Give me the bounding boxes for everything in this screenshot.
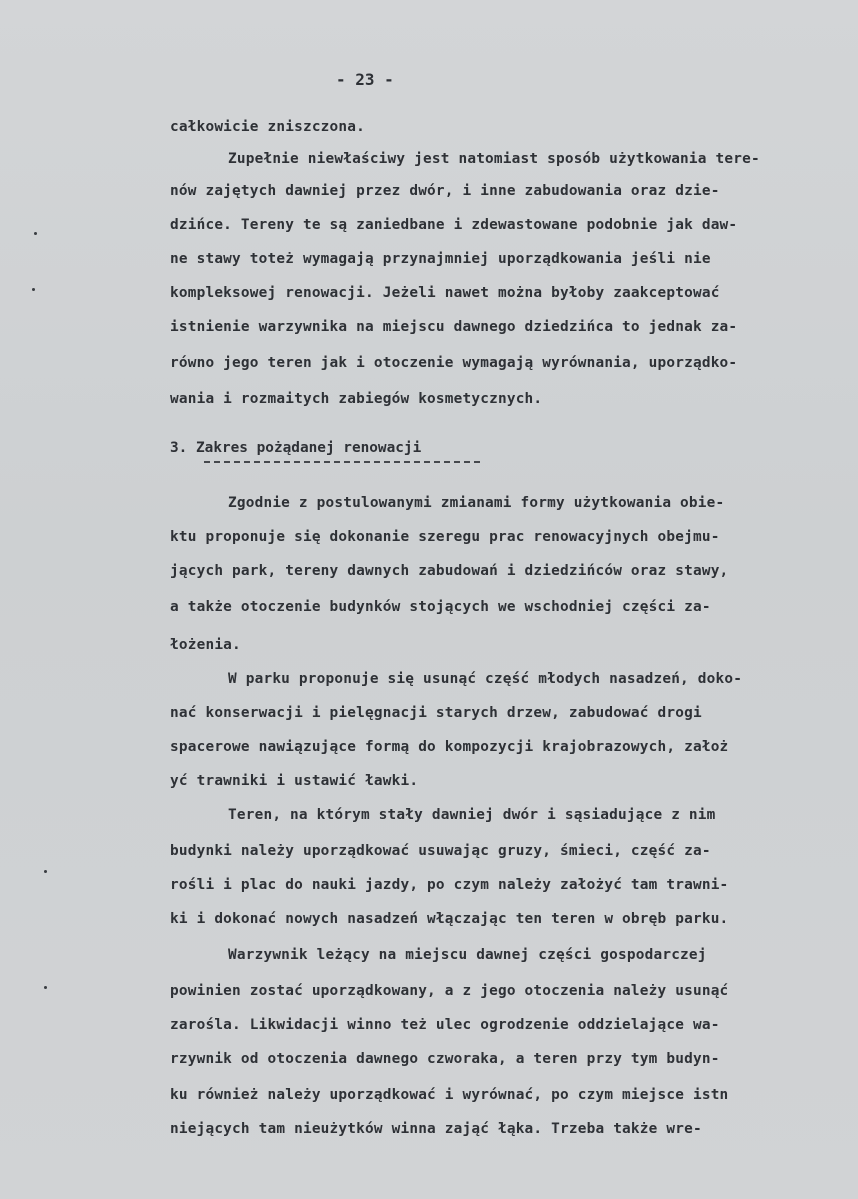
text-line: yć trawniki i ustawić ławki.: [170, 773, 419, 789]
text-line: powinien zostać uporządkowany, a z jego otoczenia należy usunąć: [170, 983, 729, 999]
scan-mark: [32, 288, 35, 291]
heading-underline: [204, 461, 480, 463]
scan-mark: [44, 870, 47, 873]
text-line: całkowicie zniszczona.: [170, 119, 366, 135]
text-line: ne stawy toteż wymagają przynajmniej uporządkowania jeśli nie: [170, 251, 711, 267]
text-line: kompleksowej renowacji. Jeżeli nawet można byłoby zaakceptować: [170, 285, 720, 301]
text-line: ki i dokonać nowych nasadzeń włączając ten teren w obręb parku.: [170, 911, 729, 927]
text-line: rośli i plac do nauki jazdy, po czym należy założyć tam trawni-: [170, 877, 729, 893]
text-line: Warzywnik leżący na miejscu dawnej części gospodarczej: [228, 947, 707, 963]
text-line: zarośla. Likwidacji winno też ulec ogrodzenie oddzielające wa-: [170, 1017, 720, 1033]
text-line: wania i rozmaitych zabiegów kosmetycznych.: [170, 391, 543, 407]
text-line: równo jego teren jak i otoczenie wymagają wyrównania, uporządko-: [170, 355, 738, 371]
scan-mark: [44, 986, 47, 989]
text-line: istnienie warzywnika na miejscu dawnego dziedzińca to jednak za-: [170, 319, 738, 335]
text-line: ku również należy uporządkować i wyrównać, po czym miejsce istn: [170, 1087, 729, 1103]
text-line: W parku proponuje się usunąć część młodych nasadzeń, doko-: [228, 671, 743, 687]
text-line: spacerowe nawiązujące formą do kompozycji krajobrazowych, założ: [170, 739, 729, 755]
text-line: Zgodnie z postulowanymi zmianami formy użytkowania obie-: [228, 495, 725, 511]
text-line: nać konserwacji i pielęgnacji starych drzew, zabudować drogi: [170, 705, 702, 721]
text-line: Zupełnie niewłaściwy jest natomiast sposób użytkowania tere-: [228, 151, 760, 167]
page-number: - 23 -: [336, 70, 394, 89]
text-line: jących park, tereny dawnych zabudowań i dziedzińców oraz stawy,: [170, 563, 729, 579]
text-line: niejących tam nieużytków winna zająć łąka. Trzeba także wre-: [170, 1121, 702, 1137]
text-line: rzywnik od otoczenia dawnego czworaka, a teren przy tym budyn-: [170, 1051, 720, 1067]
section-heading: 3. Zakres pożądanej renowacji: [170, 440, 422, 456]
text-line: a także otoczenie budynków stojących we wschodniej części za-: [170, 599, 711, 615]
text-line: Teren, na którym stały dawniej dwór i sąsiadujące z nim: [228, 807, 716, 823]
text-line: łożenia.: [170, 637, 241, 653]
scan-mark: [34, 232, 37, 235]
text-line: budynki należy uporządkować usuwając gruzy, śmieci, część za-: [170, 843, 711, 859]
text-line: dzińce. Tereny te są zaniedbane i zdewastowane podobnie jak daw-: [170, 217, 738, 233]
text-line: nów zajętych dawniej przez dwór, i inne zabudowania oraz dzie-: [170, 183, 720, 199]
text-line: ktu proponuje się dokonanie szeregu prac renowacyjnych obejmu-: [170, 529, 720, 545]
